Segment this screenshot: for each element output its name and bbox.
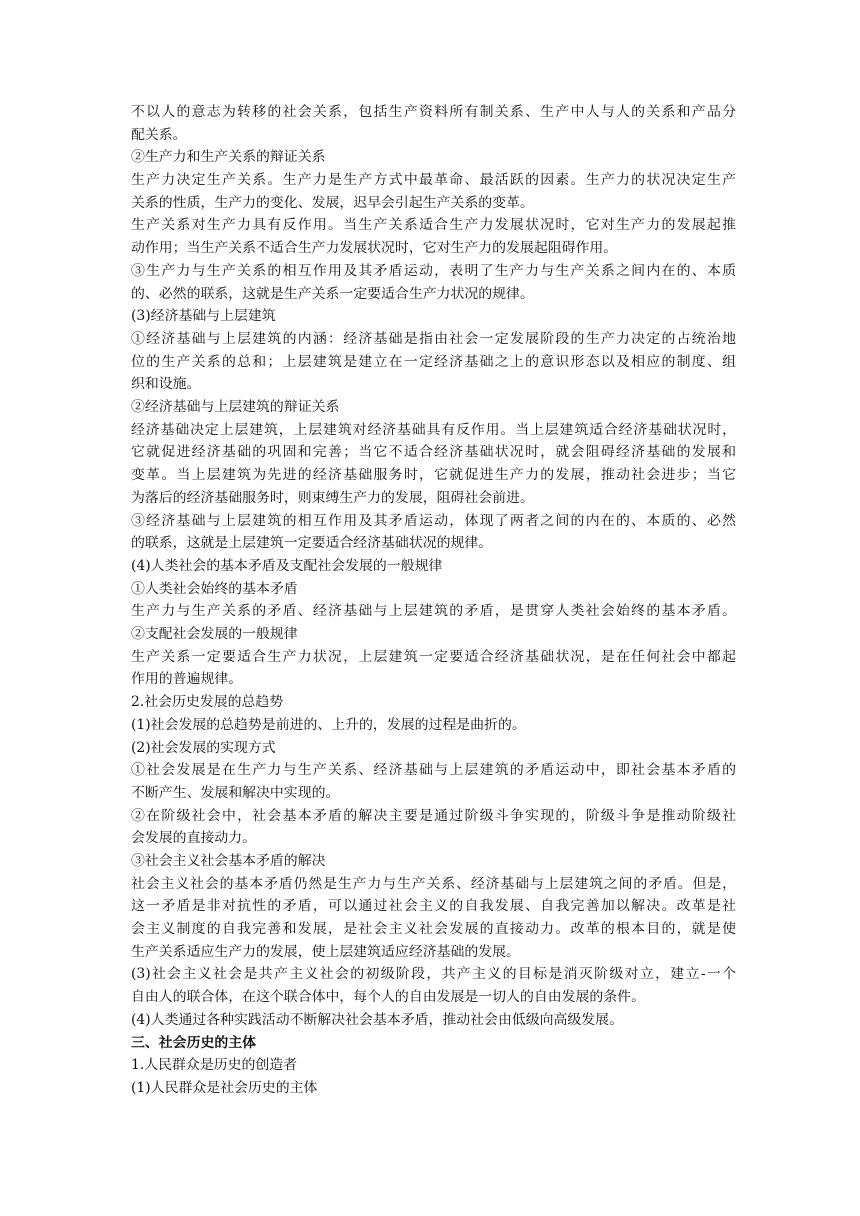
- text-line: 会主义制度的自我完善和发展，是社会主义社会发展的直接动力。改革的根本目的，就是使: [131, 921, 736, 938]
- text-line: (3)社会主义社会是共产主义社会的初级阶段，共产主义的目标是消灭阶级对立，建立-一个: [131, 966, 736, 983]
- section-heading: (3)经济基础与上层建筑: [131, 308, 276, 325]
- section-heading: ①人类社会始终的基本矛盾: [131, 580, 298, 597]
- document-page: [131, 101, 736, 1100]
- text-line: 为落后的经济基础服务时，则束缚生产力的发展，阻碍社会前进。: [131, 489, 534, 506]
- text-line: 经济基础决定上层建筑，上层建筑对经济基础具有反作用。当上层建筑适合经济基础状况时，: [131, 421, 736, 438]
- text-line: 动作用；当生产关系不适合生产力发展状况时，它对生产力的发展起阻碍作用。: [131, 240, 618, 257]
- text-line: 生产关系对生产力具有反作用。当生产关系适合生产力发展状况时，它对生产力的发展起推: [131, 217, 736, 234]
- text-line: ①社会发展是在生产力与生产关系、经济基础与上层建筑的矛盾运动中，即社会基本矛盾的: [131, 762, 736, 779]
- text-line: 织和设施。: [131, 376, 201, 393]
- text-line: ②在阶级社会中，社会基本矛盾的解决主要是通过阶级斗争实现的，阶级斗争是推动阶级社: [131, 807, 736, 824]
- text-line: 生产力与生产关系的矛盾、经济基础与上层建筑的矛盾，是贯穿人类社会始终的基本矛盾。: [131, 603, 736, 620]
- chapter-heading: 三、社会历史的主体: [131, 1034, 257, 1051]
- text-line: ③生产力与生产关系的相互作用及其矛盾运动，表明了生产力与生产关系之间内在的、本质: [131, 262, 736, 279]
- text-line: ③经济基础与上层建筑的相互作用及其矛盾运动，体现了两者之间的内在的、本质的、必然: [131, 512, 736, 529]
- text-line: (4)人类通过各种实践活动不断解决社会基本矛盾，推动社会由低级向高级发展。: [131, 1011, 623, 1028]
- text-line: 的联系，这就是上层建筑一定要适合经济基础状况的规律。: [131, 535, 493, 552]
- text-line: 这一矛盾是非对抗性的矛盾，可以通过社会主义的自我发展、自我完善加以解决。改革是社: [131, 898, 736, 915]
- section-heading: 1.人民群众是历史的创造者: [131, 1057, 298, 1074]
- text-line: 不以人的意志为转移的社会关系，包括生产资料所有制关系、生产中人与人的关系和产品分: [131, 104, 736, 120]
- section-heading: (2)社会发展的实现方式: [131, 739, 276, 756]
- text-line: 变革。当上层建筑为先进的经济基础服务时，它就促进生产力的发展，推动社会进步；当它: [131, 467, 736, 484]
- section-heading: ②支配社会发展的一般规律: [131, 626, 298, 642]
- section-heading: (1)人民群众是社会历史的主体: [131, 1079, 318, 1096]
- text-line: 自由人的联合体，在这个联合体中，每个人的自由发展是一切人的自由发展的条件。: [131, 989, 645, 1006]
- section-heading: ③社会主义社会基本矛盾的解决: [131, 852, 326, 869]
- text-line: 不断产生、发展和解决中实现的。: [131, 784, 340, 801]
- text-line: 社会主义社会的基本矛盾仍然是生产力与生产关系、经济基础与上层建筑之间的矛盾。但是，: [131, 875, 736, 892]
- text-line: 位的生产关系的总和；上层建筑是建立在一定经济基础之上的意识形态以及相应的制度、组: [131, 353, 736, 370]
- section-heading: 2.社会历史发展的总趋势: [131, 694, 284, 711]
- section-heading: ②生产力和生产关系的辩证关系: [131, 149, 326, 166]
- section-heading: ②经济基础与上层建筑的辩证关系: [131, 399, 340, 416]
- text-line: 它就促进经济基础的巩固和完善；当它不适合经济基础状况时，就会阻碍经济基础的发展和: [131, 444, 736, 461]
- section-heading: (4)人类社会的基本矛盾及支配社会发展的一般规律: [131, 557, 443, 574]
- text-line: ①经济基础与上层建筑的内涵：经济基础是指由社会一定发展阶段的生产力决定的占统治地: [131, 330, 736, 347]
- text-line: 的、必然的联系，这就是生产关系一定要适合生产力状况的规律。: [131, 285, 534, 302]
- text-line: 作用的普遍规律。: [131, 671, 243, 688]
- text-line: 关系的性质，生产力的变化、发展，迟早会引起生产关系的变革。: [131, 194, 534, 211]
- text-line: (1)社会发展的总趋势是前进的、上升的，发展的过程是曲折的。: [131, 716, 526, 733]
- text-line: 会发展的直接动力。: [131, 830, 257, 847]
- text-line: 生产关系适应生产力的发展，使上层建筑适应经济基础的发展。: [131, 943, 520, 960]
- text-line: 生产力决定生产关系。生产力是生产方式中最革命、最活跃的因素。生产力的状况决定生产: [131, 172, 736, 189]
- text-line: 生产关系一定要适合生产力状况，上层建筑一定要适合经济基础状况，是在任何社会中都起: [131, 648, 736, 665]
- text-line: 配关系。: [131, 126, 187, 143]
